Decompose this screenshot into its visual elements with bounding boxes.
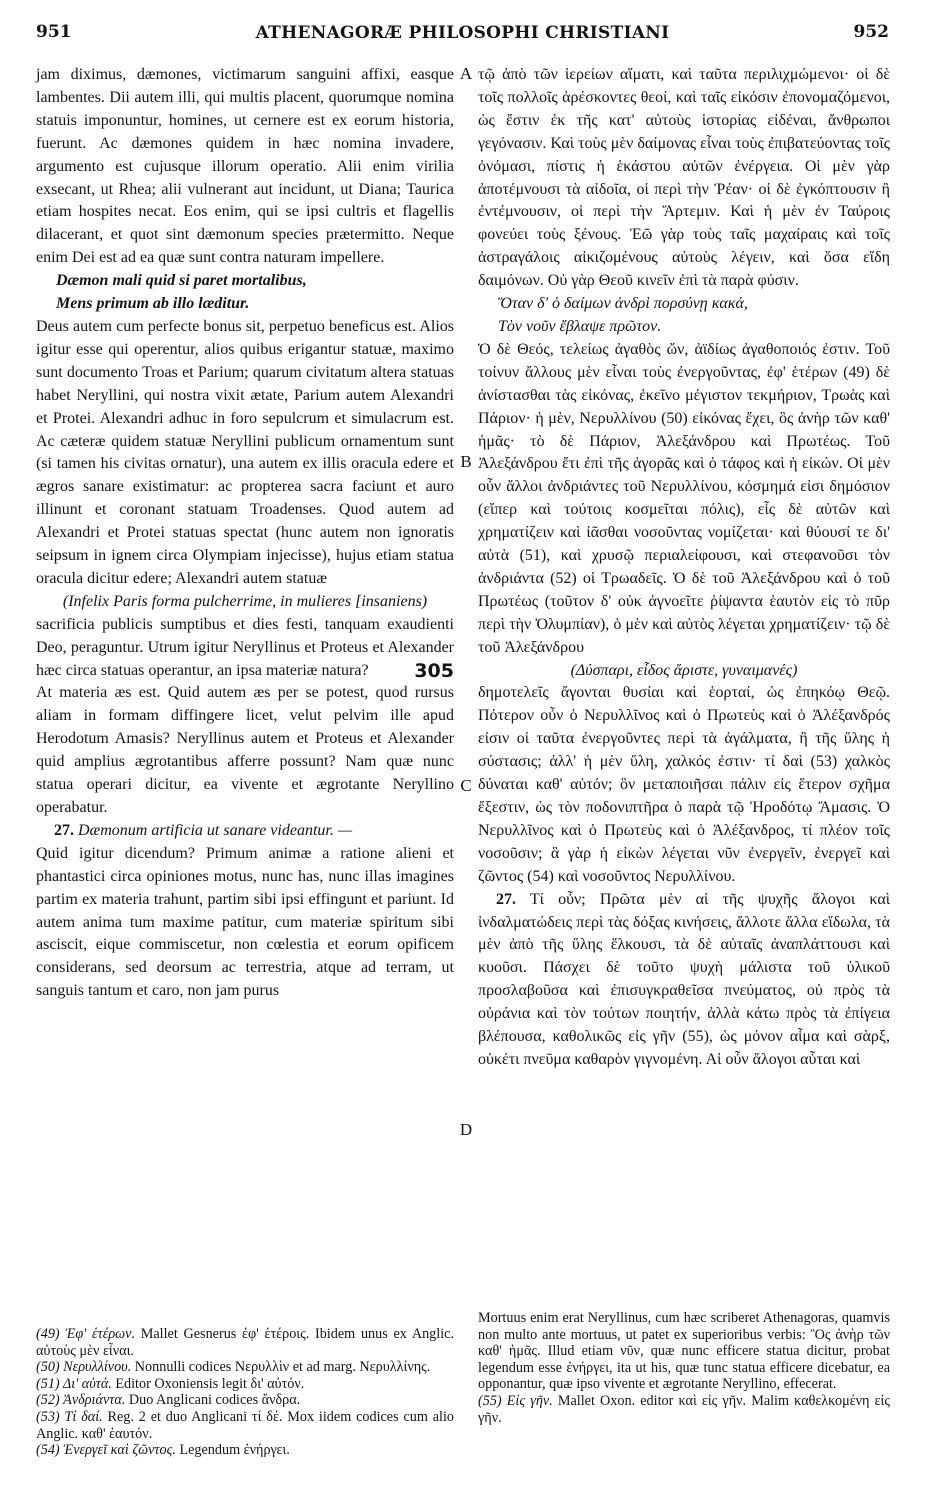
greek-paragraph (478, 889, 890, 1072)
greek-verse-line: Τὸν νοῦν ἔβλαψε πρῶτον. (498, 317, 662, 335)
footnote-text: Legendum ἐνήργει. (175, 1442, 290, 1459)
footnote-text: Duo Anglicani codices ἄνδρα. (125, 1392, 301, 1409)
latin-verse-line: Dæmon mali quid si paret mortalibus, (56, 272, 307, 290)
footnote-text: Mallet Oxon. editor καὶ εἰς γῆν. Malim καθελκομένη εἰς γῆν. (478, 1392, 890, 1426)
greek-paragraph: δημοτελεῖς ἄγονται θυσίαι καὶ ἑορταί, ὡς ἐπηκόῳ Θεῷ. Πότερον οὖν ὁ Νερυλλῖνος καὶ ὁ Πρωτεὺς καὶ ὁ Ἀλέξανδρός εἰσιν οἱ ταῦτα ἐνεργοῦντες περὶ τὰ ἀγάλματα, ἢ τῆς ὕλης ἡ σύστασις; ἀλλ' ἡ μὲν ὕλη, χαλκός ἐστιν· τί δαὶ (53) χαλκὸς δύναται καθ' αὑτόν; ὃν μεταποιῆσαι πάλιν εἰς ἕτερον σχῆμα ἔξεστιν, ὡς τὸν ποδονιπτῆρα ὁ παρὰ τῷ Ἡροδότῳ Ἄμασις. Ὁ Νερυλλῖνος καὶ ὁ Πρωτεὺς καὶ ὁ Ἀλέξανδρος, τί πλέον τοῖς νοσοῦσιν; ἃ γὰρ ἡ εἰκὼν λέγεται νῦν ἐνεργεῖν, ἐνεργεῖ καὶ ζῶντος (54) καὶ νοσοῦντος Νερυλλίνου. (478, 684, 890, 885)
footnote-lemma: (53) Τί δαί. (36, 1408, 103, 1425)
footnote (36, 1326, 454, 1359)
latin-section-heading (36, 820, 454, 843)
running-header (36, 22, 889, 48)
footnote: Mortuus enim erat Neryllinus, cum hæc scriberet Athenagoras, quamvis non multo ante mortuus, ut patet ex superioribus verbis: Ὃς ἀνὴρ τῶν καθ' ἡμᾶς. Illud etiam νῦν, quæ nunc efficere statua dicitur, probat legendum esse ἐνήργει, ita ut his, quæ tunc statua efficere dicebatur, ea opponantur, quæ ipso vivente et ægrotante Neryllino, effecerat. (478, 1310, 890, 1393)
greek-verse-line: Ὅταν δ' ὁ δαίμων ἀνδρὶ πορσύνῃ κακά, (498, 295, 748, 313)
footnote-lemma: (55) Εἰς γῆν. (478, 1392, 553, 1409)
footnote (36, 1376, 454, 1393)
greek-paragraph-text: Τί οὖν; Πρῶτα μὲν αἱ τῆς ψυχῆς ἄλογοι καὶ ἰνδαλματώδεις περὶ τὰς δόξας κινήσεις, ἄλλοτε ἄλλα εἴδωλα, τὰ μὲν ἀπὸ τῆς ὕλης ἕλκουσι, τὰ δὲ αὐταῖς ἀναπλάττουσι καὶ κυοῦσι. Πάσχει δὲ τοῦτο ψυχὴ μάλιστα τοῦ ὑλικοῦ προσλαβοῦσα καὶ ἐπισυγκραθεῖσα πνεύματος, οὐ πρὸς τὰ οὐράνια καὶ τὸν τούτων ποιητήν, ἀλλὰ κάτω πρὸς τὰ ἐπίγεια βλέπουσα, καθολικῶς εἰς γῆν (55), ὡς μόνον αἷμα καὶ σὰρξ, οὐκέτι πνεῦμα καθαρὸν γιγνομένη. Αἱ οὖν ἄλογοι αὗται καὶ (478, 890, 891, 1068)
footnote-lemma: (54) Ἐνεργεῖ καὶ ζῶντος. (36, 1442, 176, 1459)
footnote-lemma: (50) Νερυλλίνου. (36, 1359, 132, 1376)
margin-letter: D (459, 1120, 473, 1139)
section-title: Dæmonum artificia ut sanare videantur. — (78, 821, 353, 839)
footnotes-right (478, 1310, 890, 1426)
latin-citation: (Infelix Paris forma pulcherrime, in mulieres [insaniens) (62, 592, 428, 610)
section-number: 27. (496, 890, 516, 908)
footnote-text: Reg. 2 et duo Anglicani τί δέ. Mox iidem codices cum alio Anglic. καθ' ἑαυτόν. (36, 1408, 454, 1442)
greek-paragraph: τῷ ἀπὸ τῶν ἱερείων αἵματι, καὶ ταῦτα περιλιχμώμενοι· οἱ δὲ τοῖς πολλοῖς ἀρέσκοντες θεοί, καὶ ταῖς εἰκόσιν ἐπονομαζόμενοι, ὡς ἔστιν ἐκ τῆς κατ' αὐτοὺς ἱστορίας εἰδέναι, ἄνθρωποι γεγόνασιν. Καὶ τοὺς μὲν δαίμονας εἶναι τοὺς ἐπιβατεύοντας τοῖς ὀνόμασι, πίστις ἡ ἑκάστου αὐτῶν ἐνέργεια. Οἱ μὲν γὰρ ἀποτέμνουσι τὰ αἰδοῖα, οἱ περὶ τὴν Ῥέαν· οἱ δὲ ἐγκόπτουσιν ἢ ἐντέμνουσιν, οἱ περὶ τὴν Ἄρτεμιν. Καὶ ἡ μὲν ἐν Ταύροις φονεύει τοὺς ξένους. Ἐῶ γὰρ τοὺς ταῖς μαχαίραις καὶ τοῖς ἀστραγάλοις αἰκιζομένους αὐτοὺς λέγειν, καὶ ὅσα εἴδη δαιμόνων. Οὐ γὰρ Θεοῦ κινεῖν ἐπὶ τὰ παρὰ φύσιν. (478, 66, 890, 290)
footnote (36, 1359, 454, 1376)
latin-paragraph-text: sacrificia publicis sumptibus et dies festi, tanquam exaudienti Deo, peraguntur. Utrum igitur Neryllinus et Proteus et Alexander hæc circa statuas operantur, an ipsa materiæ natura? (36, 615, 454, 679)
latin-verse-line: Mens primum ab illo læditur. (56, 295, 250, 313)
greek-column (478, 64, 890, 1072)
greek-citation: (Δύσπαρι, εἶδος ἄριστε, γυναιμανές) (570, 661, 798, 679)
page-number-right: 952 (853, 22, 889, 42)
footnote-text: Mallet Gesnerus ἐφ' ἑτέροις. Ibidem unus ex Anglic. αὐτοὺς μὲν εἶναι. (36, 1326, 454, 1359)
footnote-lemma: (52) Ἀνδριάντα. (36, 1392, 126, 1409)
footnote-lemma: (49) Ἐφ' ἑτέρων. (36, 1326, 135, 1342)
latin-paragraph: Deus autem cum perfecte bonus sit, perpetuo beneficus est. Alios igitur esse qui operentur, alios quibus erigantur statuæ, maximo sunt documento Troas et Parium; quarum civitatum altera statuas habet Neryllini, qui nostra vixit ætate, Parium autem Alexandri et Protei. Alexandri adhuc in foro sepulcrum et simulacrum est. Ac cæteræ quidem statuæ Neryllini publicum ornamentum sunt (si tamen his civitas ornatur), una autem ex illis oracula edere et ægros sanare existimatur: ac propterea sacra faciunt et auro illinunt et coronant statuam Troadenses. Quod autem ad Alexandri et Protei statuas spectat (hunc autem non ignoratis seipsum in ignem circa Olympiam injecisse), hujus etiam statua oracula dicitur edere; Alexandri autem statuæ (36, 317, 454, 587)
latin-paragraph: jam diximus, dæmones, victimarum sanguini affixi, easque lambentes. Dii autem illi, qui multis placent, quorumque nomina statuis imponuntur, homines, ut cernere est ex eorum historia, fuerunt. Ac dæmones quidem in hæc nomina invadere, argumento est cujusque illorum operatio. Alii enim virilia exsecant, ut Rhea; alii vulnerant aut incidunt, ut Diana; Taurica etiam hospites necat. Eos enim, qui se ipsi cultris et flagellis dilacerant, et quot sint dæmonum species prætermitto. Neque enim Dei est ad ea quæ sunt contra naturam impellere. (36, 66, 454, 267)
page-number-left: 951 (36, 22, 72, 42)
greek-paragraph: Ὁ δὲ Θεός, τελείως ἀγαθὸς ὤν, ἀϊδίως ἀγαθοποιός ἐστιν. Τοῦ τοίνυν ἄλλους μὲν εἶναι τοὺς ἐνεργοῦντας, ἐφ' ἑτέρων (49) δὲ ἀνίστασθαι τὰς εἰκόνας, ἐκεῖνο μέγιστον τεκμήριον, Τρωὰς καὶ Πάριον· ἡ μὲν, Νερυλλίνου (50) εἰκόνας ἔχει, ὃς ἀνὴρ τῶν καθ' ἡμᾶς· τὸ δὲ Πάριον, Ἀλεξάνδρου καὶ Πρωτέως. Τοῦ Ἀλεξάνδρου ἔτι ἐπὶ τῆς ἀγορᾶς καὶ ὁ τάφος καὶ ἡ εἰκών. Οἱ μὲν οὖν ἄλλοι ἀνδριάντες τοῦ Νερυλλίνου, κόσμημά εἰσι δημόσιον (εἴπερ καὶ τούτοις κοσμεῖται πόλις), εἷς δὲ αὐτῶν καὶ χρηματίζειν καὶ ἰᾶσθαι νοσοῦντας νομίζεται· καὶ θύουσί τε δι' αὐτὰ (51), καὶ χρυσῷ περιαλείφουσι, καὶ στεφανοῦσι τὸν ἀνδριάντα (52) οἱ Τρωαδεῖς. Ὁ δὲ τοῦ Ἀλεξάνδρου καὶ ὁ τοῦ Πρωτέως (τοῦτον δ' οὐκ ἀγνοεῖτε ῥίψαντα ἑαυτὸν εἰς τὸ πῦρ περὶ τὴν Ὀλυμπίαν), ὁ μὲν καὶ αὐτὸς λέγεται χρηματίζειν· τῷ δὲ τοῦ Ἀλεξάνδρου (478, 340, 890, 656)
latin-paragraph (36, 614, 454, 683)
footnote (478, 1393, 890, 1426)
footnote (36, 1409, 454, 1442)
footnote (36, 1442, 454, 1459)
margin-letter: B (460, 452, 472, 471)
footnote-text: Editor Oxoniensis legit δι' αὐτόν. (111, 1375, 305, 1392)
section-number: 27. (54, 821, 74, 839)
footnote-lemma: (51) Δι' αὐτά. (36, 1375, 112, 1392)
margin-letter: C (460, 776, 472, 795)
footnote (36, 1392, 454, 1409)
running-title: ATHENAGORÆ PHILOSOPHI CHRISTIANI (255, 23, 670, 43)
latin-column (36, 64, 454, 1003)
latin-paragraph: At materia æs est. Quid autem æs per se potest, quod rursus aliam in formam diffingere licet, velut pelvim ille apud Herodotum Amasis? Neryllinus autem et Proteus et Alexander quid amplius ægrotantibus afferre possunt? Nam quæ nunc statua operari dicitur, ea vivente et ægrotante Neryllino operabatur. (36, 684, 454, 816)
latin-paragraph: Quid igitur dicendum? Primum animæ a ratione alieni et phantastici circa opiniones motus, nunc has, nunc illas imagines partim ex materia trahunt, partim sibi ipsi effingunt et pariunt. Id autem anima tum maxime patitur, cum materiæ spiritum sibi asciscit, eique commiscetur, non cœlestia et eorum opificem considerans, sed deorsum ac terrestria, atque ad terram, ut sanguis tantum et caro, non jam purus (36, 844, 454, 1000)
footnotes-left (36, 1326, 454, 1459)
margin-letter: A (459, 64, 473, 83)
footnote-text: Nonnulli codices Νερυλλὶν et ad marg. Νερυλλίνης. (131, 1359, 431, 1376)
migne-column-marker: 305 (414, 659, 454, 682)
